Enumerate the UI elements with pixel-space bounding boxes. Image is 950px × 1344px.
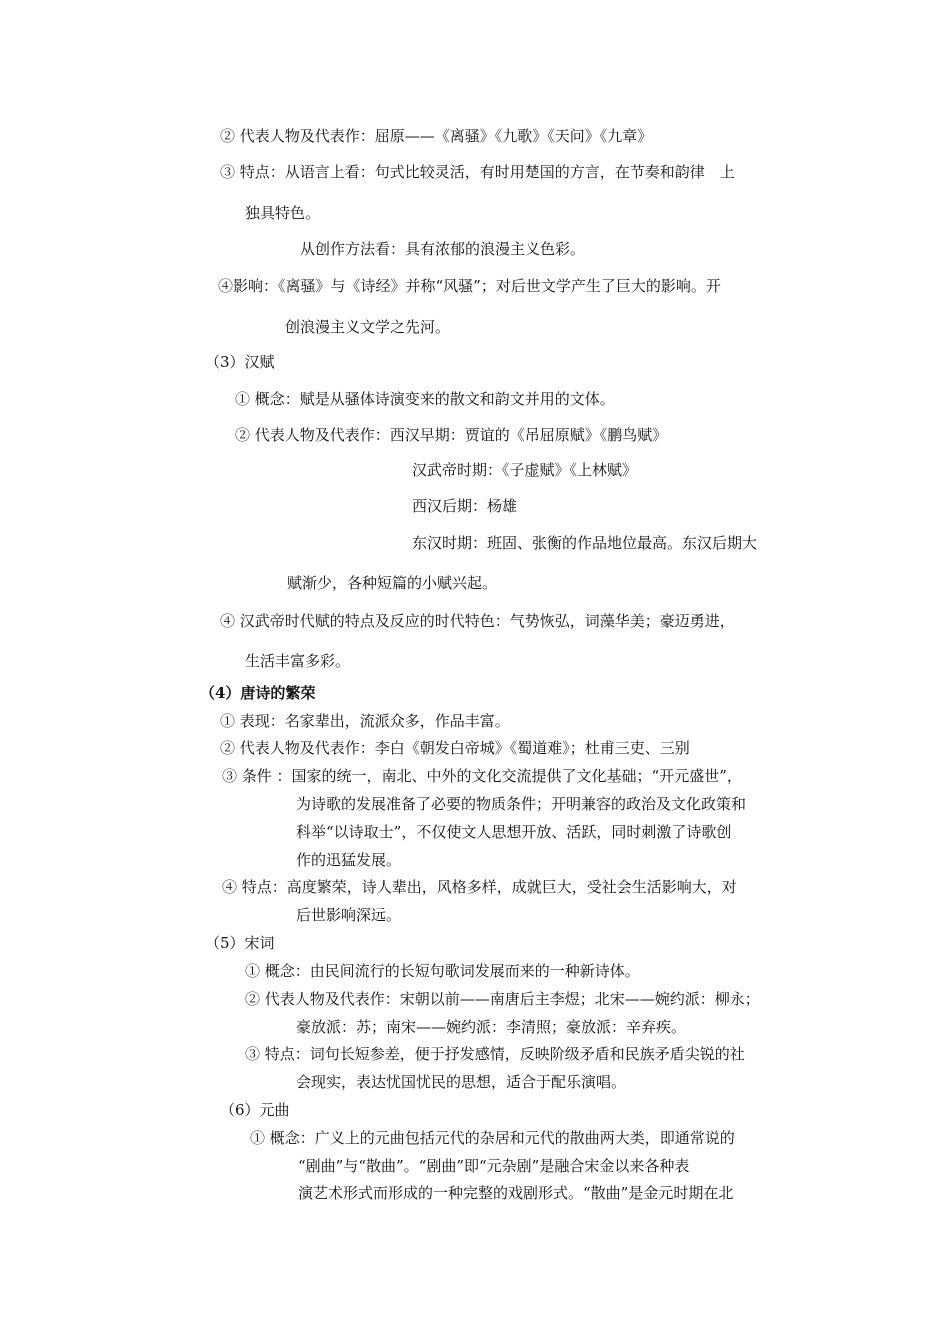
text-line: “剧曲”与“散曲”。“剧曲”即“元杂剧”是融合宋金以来各种表 <box>298 1157 690 1175</box>
text-line: ④ 汉武帝时代赋的特点及反应的时代特色：气势恢弘，词藻华美；豪迈勇进， <box>220 612 735 630</box>
text-line: ② 代表人物及代表作：西汉早期：贾谊的《吊屈原赋》《鹏鸟赋》 <box>235 426 668 444</box>
text-line: 赋渐少，各种短篇的小赋兴起。 <box>287 574 498 592</box>
text-line: 从创作方法看：具有浓郁的浪漫主义色彩。 <box>300 240 586 258</box>
text-line: ① 概念：由民间流行的长短句歌词发展而来的一种新诗体。 <box>245 962 640 980</box>
text-line: 东汉时期：班固、张衡的作品地位最高。东汉后期大 <box>412 534 758 552</box>
section-heading: （3）汉赋 <box>205 353 275 371</box>
text-line: ④ 特点：高度繁荣，诗人辈出，风格多样，成就巨大，受社会生活影响大，对 <box>222 878 737 896</box>
text-line: ① 概念：广义上的元曲包括元代的杂居和元代的散曲两大类，即通常说的 <box>250 1129 735 1147</box>
text-line: ① 表现：名家辈出，流派众多，作品丰富。 <box>220 712 510 730</box>
text-line: ② 代表人物及代表作：屈原——《离骚》《九歌》《天问》《九章》 <box>220 127 653 145</box>
text-line: ③ 条件 ：国家的统一，南北、中外的文化交流提供了文化基础；“开元盛世”， <box>222 767 742 785</box>
text-line: 为诗歌的发展准备了必要的物质条件；开明兼容的政治及文化政策和 <box>296 795 747 813</box>
text-line: ① 概念：赋是从骚体诗演变来的散文和韵文并用的文体。 <box>235 390 615 408</box>
text-line: ④影响：《离骚》与《诗经》并称“风骚”；对后世文学产生了巨大的影响。开 <box>218 277 721 295</box>
text-line: 西汉后期：杨雄 <box>412 497 518 515</box>
text-line: 独具特色。 <box>245 204 321 222</box>
text-line: 汉武帝时期：《子虚赋》《上林赋》 <box>412 461 638 479</box>
text-line: 豪放派：苏；南宋——婉约派：李清照；豪放派：辛弃疾。 <box>296 1018 687 1036</box>
section-heading: （6）元曲 <box>220 1101 290 1119</box>
text-line: 作的迅猛发展。 <box>296 851 402 869</box>
text-line: 后世影响深远。 <box>296 906 402 924</box>
text-line: ③ 特点：从语言上看：句式比较灵活，有时用楚国的方言，在节奏和韵律 上 <box>220 163 735 181</box>
text-line: ③ 特点：词句长短参差，便于抒发感情，反映阶级矛盾和民族矛盾尖锐的社 <box>245 1045 745 1063</box>
text-line: ② 代表人物及代表作：李白《朝发白帝城》《蜀道难》；杜甫三吏、三别 <box>220 739 690 757</box>
text-line: 演艺术形式而形成的一种完整的戏剧形式。“散曲”是金元时期在北 <box>298 1184 734 1202</box>
text-line: 创浪漫主义文学之先河。 <box>285 318 451 336</box>
text-line: 生活丰富多彩。 <box>245 652 351 670</box>
section-heading: （5）宋词 <box>205 934 275 952</box>
section-heading: （4）唐诗的繁荣 <box>200 684 316 702</box>
text-line: 科举“以诗取士”，不仅使文人思想开放、活跃，同时刺激了诗歌创 <box>296 823 732 841</box>
text-line: ② 代表人物及代表作：宋朝以前——南唐后主李煜；北宋——婉约派：柳永； <box>245 990 760 1008</box>
text-line: 会现实，表达忧国忧民的思想，适合于配乐演唱。 <box>296 1073 627 1091</box>
